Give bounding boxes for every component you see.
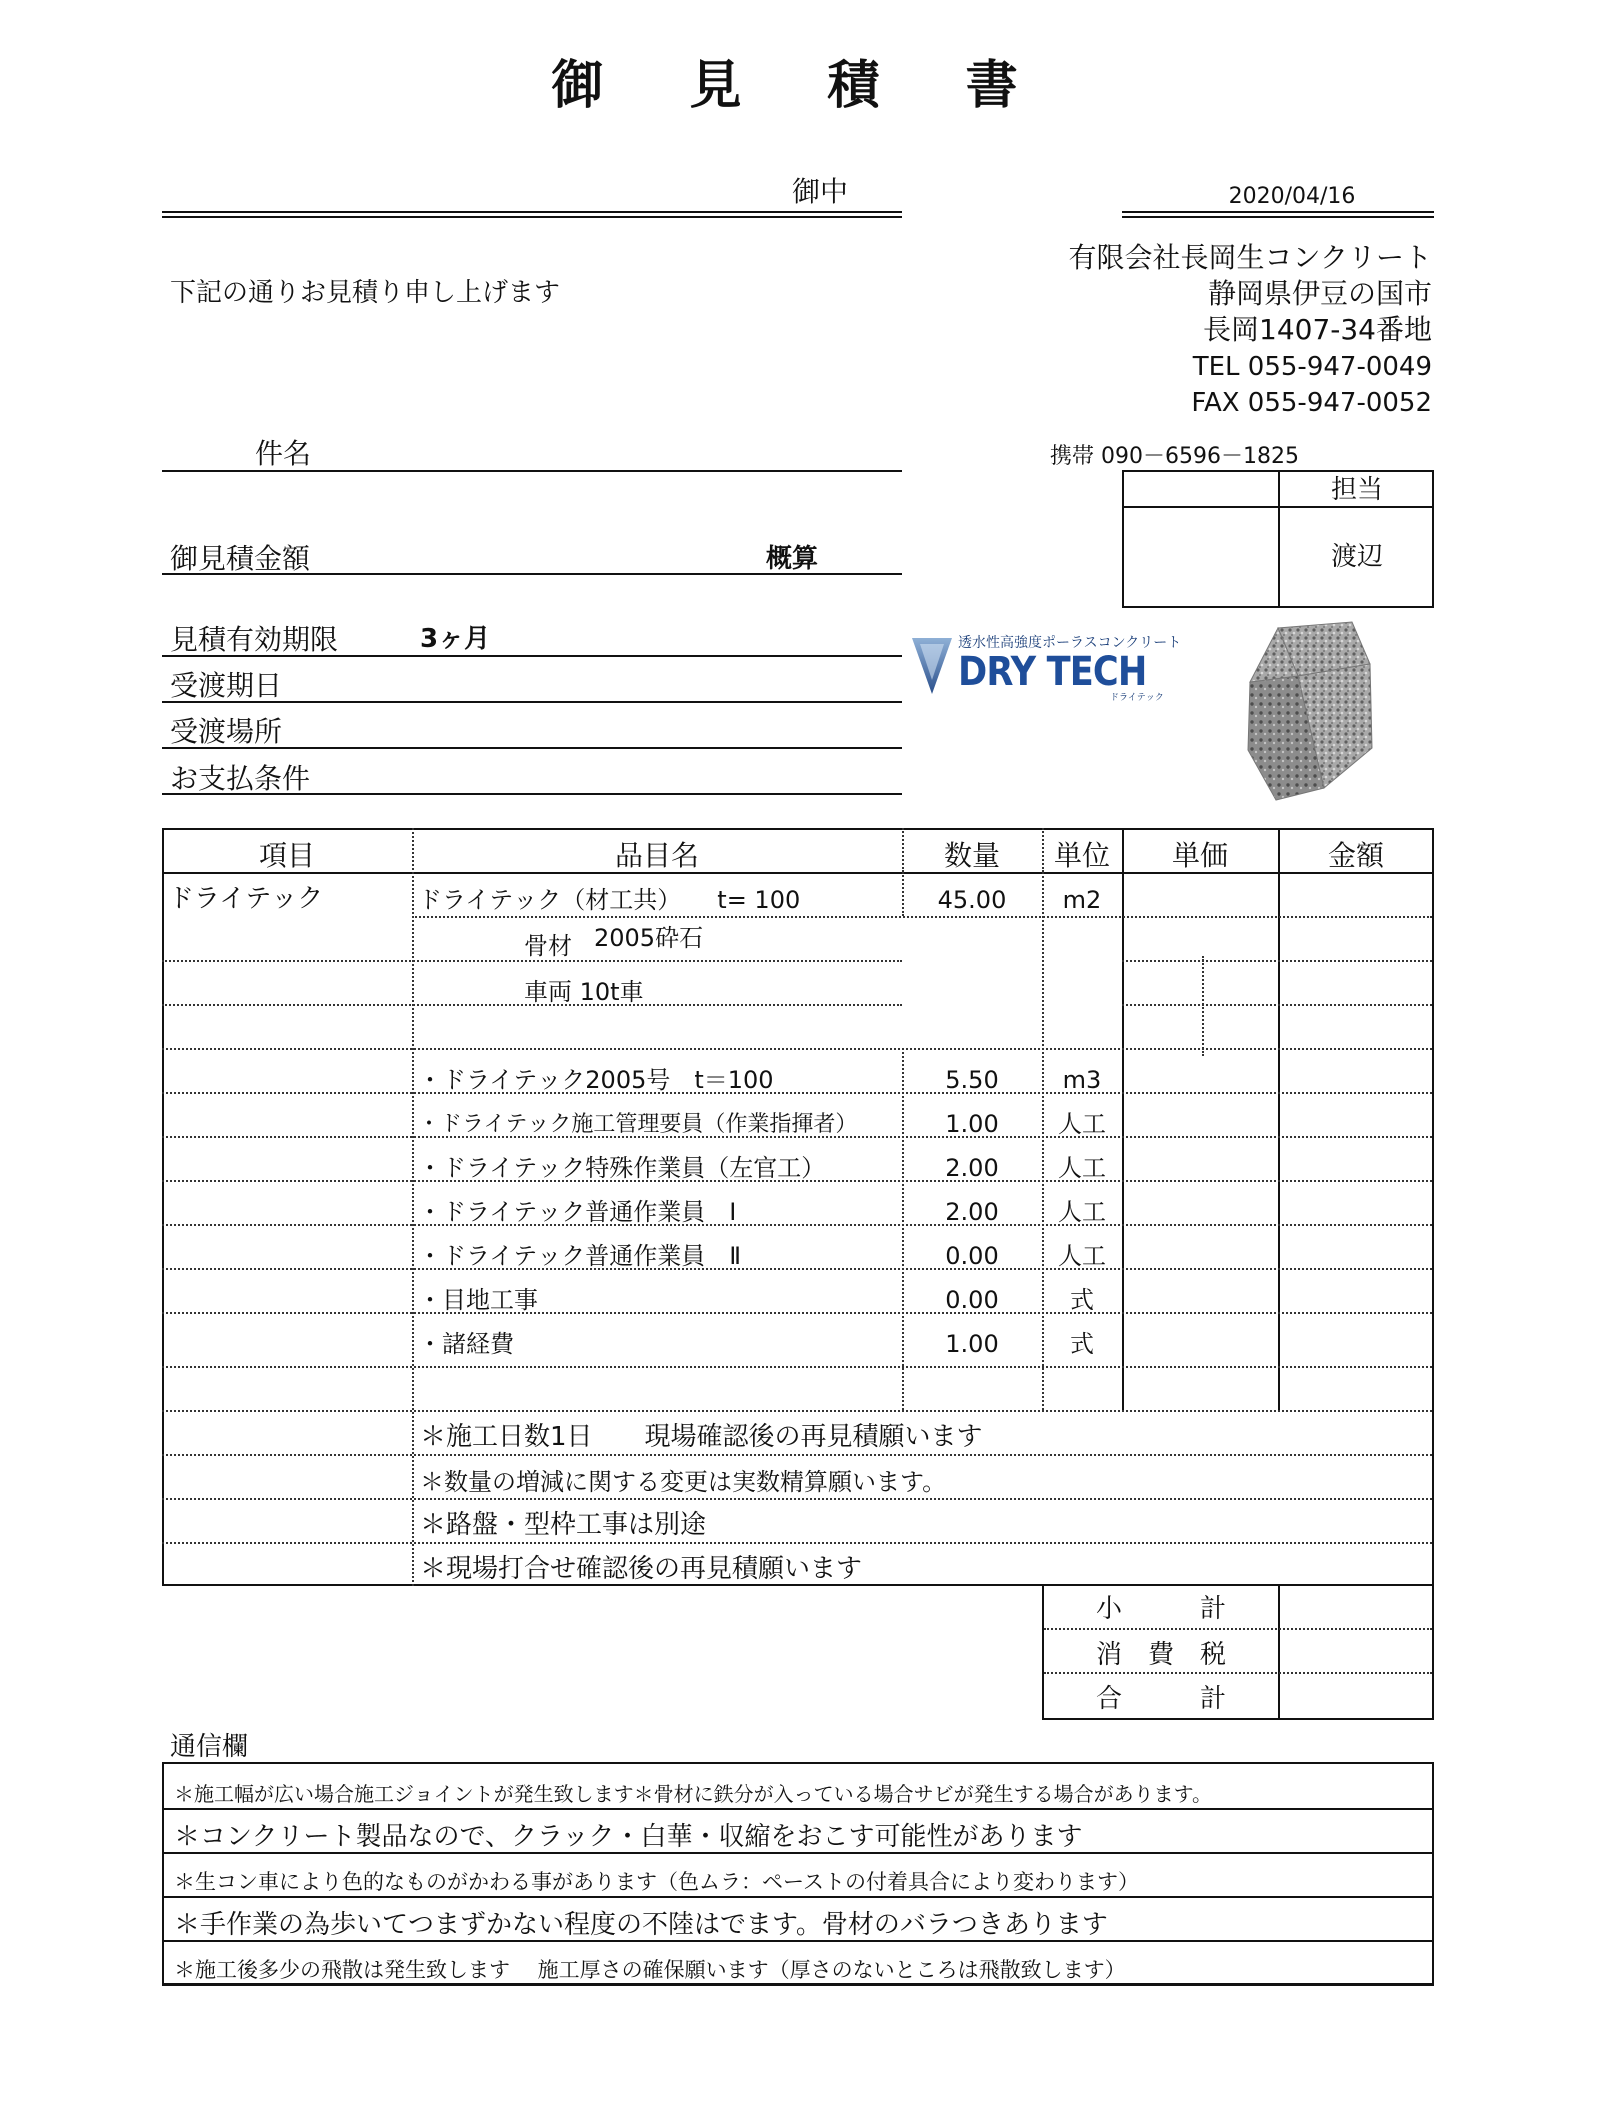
tax-label: 消 費 税	[1095, 1640, 1226, 1670]
intro-text: 下記の通りお見積り申し上げます	[170, 278, 561, 308]
totals-box	[1042, 1584, 1434, 1720]
table-note: ＊数量の増減に関する変更は実数精算願います。	[420, 1468, 947, 1496]
company-tel: TEL 055-947-0049	[1192, 352, 1432, 382]
company-address-1: 静岡県伊豆の国市	[1207, 277, 1432, 310]
category-cell: ドライテック	[168, 884, 324, 914]
amount-line	[162, 573, 902, 575]
table-row-item: ・ドライテック2005号 t＝100	[418, 1066, 774, 1094]
staff-name: 渡辺	[1330, 542, 1383, 572]
validity-label: 見積有効期限	[170, 623, 339, 656]
col-header-unit-price: 単価	[1171, 839, 1228, 872]
company-name: 有限会社長岡生コンクリート	[1068, 241, 1432, 274]
table-row-item: ・ドライテック施工管理要員（作業指揮者）	[418, 1112, 858, 1137]
table-row-item: ・ドライテック普通作業員 Ⅰ	[418, 1198, 737, 1226]
table-row-item: ・ドライテック普通作業員 Ⅱ	[418, 1242, 742, 1270]
delivery-date-line	[162, 701, 902, 703]
col-header-item: 品目名	[614, 839, 699, 872]
payment-label: お支払条件	[170, 762, 311, 795]
subject-line	[162, 470, 902, 472]
staff-header: 担当	[1330, 475, 1383, 505]
table-row-unit: 人工	[1058, 1110, 1106, 1138]
comm-label: 通信欄	[170, 1732, 249, 1762]
table-row-unit: m3	[1062, 1066, 1102, 1094]
drytech-logo	[912, 635, 1182, 706]
drytech-mark-icon	[912, 638, 952, 696]
col-header-qty: 数量	[943, 839, 1000, 872]
table-row-unit: 人工	[1058, 1154, 1106, 1182]
delivery-date-label: 受渡期日	[170, 669, 283, 702]
addressee-suffix: 御中	[792, 175, 849, 208]
estimate-table	[162, 828, 1434, 1586]
company-address-2: 長岡1407-34番地	[1203, 313, 1432, 346]
col-header-unit: 単位	[1053, 839, 1110, 872]
validity-line	[162, 655, 902, 657]
table-row-qty: 2.00	[945, 1154, 999, 1182]
table-row-qty: 1.00	[945, 1330, 999, 1358]
logo-tagline: 透水性高強度ポーラスコンクリート	[958, 635, 1182, 651]
table-row-unit: 式	[1070, 1330, 1094, 1358]
amount-value: 概算	[766, 544, 819, 574]
validity-value: 3ヶ月	[420, 624, 491, 654]
table-note: ＊路盤・型枠工事は別途	[420, 1510, 707, 1540]
amount-label: 御見積金額	[170, 542, 311, 575]
total-label: 合 計	[1095, 1684, 1226, 1714]
document-title: 御 見 積 書	[551, 56, 1052, 116]
table-note: ＊現場打合せ確認後の再見積願います	[420, 1554, 863, 1584]
table-row-qty: 5.50	[945, 1066, 999, 1094]
table-row-item: 車両 10t車	[524, 978, 644, 1006]
delivery-place-label: 受渡場所	[170, 715, 283, 748]
table-note: ＊施工日数1日 現場確認後の再見積願います	[420, 1422, 983, 1452]
table-row-item: ・ドライテック特殊作業員（左官工）	[418, 1154, 826, 1182]
addressee-line-2	[162, 216, 902, 218]
comm-line: ＊施工後多少の飛散は発生致します 施工厚さの確保願います（厚さのないところは飛散致します）	[174, 1958, 1126, 1982]
table-row-unit: 人工	[1058, 1242, 1106, 1270]
table-row-item: ドライテック（材工共） t= 100	[418, 886, 801, 914]
subject-label: 件名	[255, 437, 312, 470]
date-line	[1122, 211, 1434, 213]
table-row-qty: 0.00	[945, 1242, 999, 1270]
staff-box-header-line	[1124, 506, 1432, 508]
date-line-2	[1122, 216, 1434, 218]
comm-line: ＊コンクリート製品なので、クラック・白華・収縮をおこす可能性があります	[174, 1822, 1083, 1852]
table-row-item-detail: 2005砕石	[594, 924, 704, 952]
comm-box	[162, 1762, 1434, 1986]
table-row-qty: 0.00	[945, 1286, 999, 1314]
table-row-item: ・諸経費	[418, 1330, 514, 1358]
table-row-qty: 45.00	[937, 886, 1007, 914]
concrete-block-image	[1240, 620, 1380, 805]
col-header-amount: 金額	[1327, 839, 1384, 872]
table-row-item: ・目地工事	[418, 1286, 538, 1314]
subtotal-label: 小 計	[1095, 1594, 1226, 1624]
table-row-unit: m2	[1062, 886, 1102, 914]
logo-kana: ドライテック	[1110, 693, 1164, 703]
payment-line	[162, 793, 902, 795]
table-row-qty: 1.00	[945, 1110, 999, 1138]
table-row-unit: 人工	[1058, 1198, 1106, 1226]
col-header-category: 項目	[258, 839, 315, 872]
delivery-place-line	[162, 747, 902, 749]
comm-line: ＊生コン車により色的なものがかわる事があります（色ムラ：ペーストの付着具合により変わります）	[174, 1870, 1139, 1894]
company-fax: FAX 055-947-0052	[1191, 388, 1432, 418]
table-row-item: 骨材	[524, 932, 572, 960]
logo-brand: DRY TECH	[958, 649, 1147, 695]
table-row-qty: 2.00	[945, 1198, 999, 1226]
issue-date: 2020/04/16	[1228, 184, 1356, 209]
table-row-unit: 式	[1070, 1286, 1094, 1314]
addressee-line	[162, 211, 902, 213]
company-mobile: 携帯 090－6596－1825	[1050, 444, 1299, 469]
comm-line: ＊手作業の為歩いてつまずかない程度の不陸はでます。骨材のバラつきあります	[174, 1910, 1108, 1940]
staff-box	[1122, 470, 1434, 608]
comm-line: ＊施工幅が広い場合施工ジョイントが発生致します＊骨材に鉄分が入っている場合サビが発生する場合があります。	[174, 1782, 1212, 1806]
